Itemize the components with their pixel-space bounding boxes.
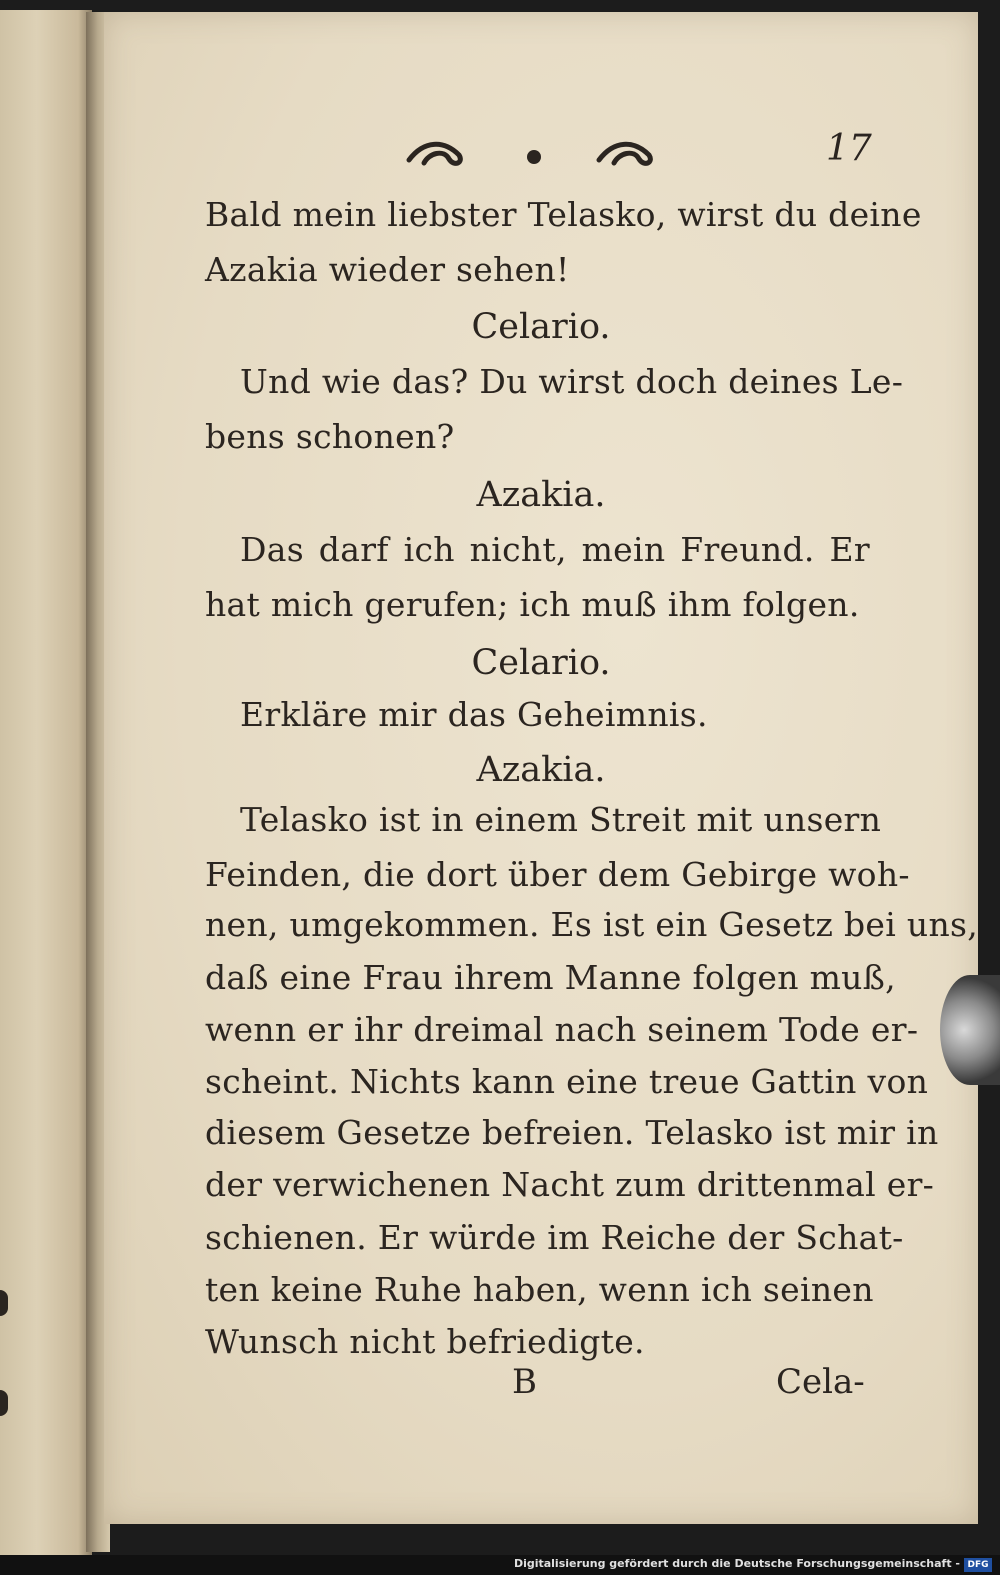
ornament-icon	[404, 135, 664, 175]
facing-page-mark	[0, 1290, 8, 1316]
text-line: wenn er ihr dreimal nach seinem Tode er-	[205, 1010, 919, 1049]
text-line: Und wie das? Du wirst doch deines Le-	[240, 362, 904, 401]
dfg-logo: DFG	[964, 1558, 992, 1572]
text-line: Feinden, die dort über dem Gebirge woh-	[205, 855, 910, 894]
text-line: Telasko ist in einem Streit mit unsern	[240, 800, 882, 839]
clamp-icon	[940, 975, 1000, 1085]
speaker-name: Celario.	[471, 643, 611, 683]
facing-page-edge	[0, 10, 92, 1555]
text-line: Azakia wieder sehen!	[205, 250, 570, 289]
footer-credit: Digitalisierung gefördert durch die Deutsche Forschungsgemeinschaft -	[513, 1557, 960, 1570]
text-line: bens schonen?	[205, 417, 455, 456]
text-line: diesem Gesetze befreien. Telasko ist mir in	[205, 1113, 939, 1152]
speaker-name: Azakia.	[476, 475, 606, 515]
text-line: Erkläre mir das Geheimnis.	[240, 695, 708, 734]
text-line: der verwichenen Nacht zum drittenmal er-	[205, 1165, 935, 1204]
speaker-name: Celario.	[471, 307, 611, 347]
facing-page-mark	[0, 1390, 8, 1416]
speaker-name: Azakia.	[476, 750, 606, 790]
text-line: hat mich gerufen; ich muß ihm folgen.	[205, 585, 860, 624]
signature-mark: B	[512, 1362, 537, 1402]
text-line: ten keine Ruhe haben, wenn ich seinen	[205, 1270, 874, 1309]
text-line: nen, umgekommen. Es ist ein Gesetz bei uns,	[205, 905, 979, 944]
page-number: 17	[826, 128, 872, 169]
text-line: Das darf ich nicht, mein Freund. Er	[240, 530, 870, 569]
text-line: scheint. Nichts kann eine treue Gattin von	[205, 1062, 929, 1101]
text-line: schienen. Er würde im Reiche der Schat-	[205, 1218, 904, 1257]
text-line: Bald mein liebster Telasko, wirst du deine	[205, 195, 922, 234]
text-line: daß eine Frau ihrem Manne folgen muß,	[205, 958, 896, 997]
catchword: Cela-	[776, 1362, 865, 1402]
text-line: Wunsch nicht befriedigte.	[205, 1322, 645, 1361]
